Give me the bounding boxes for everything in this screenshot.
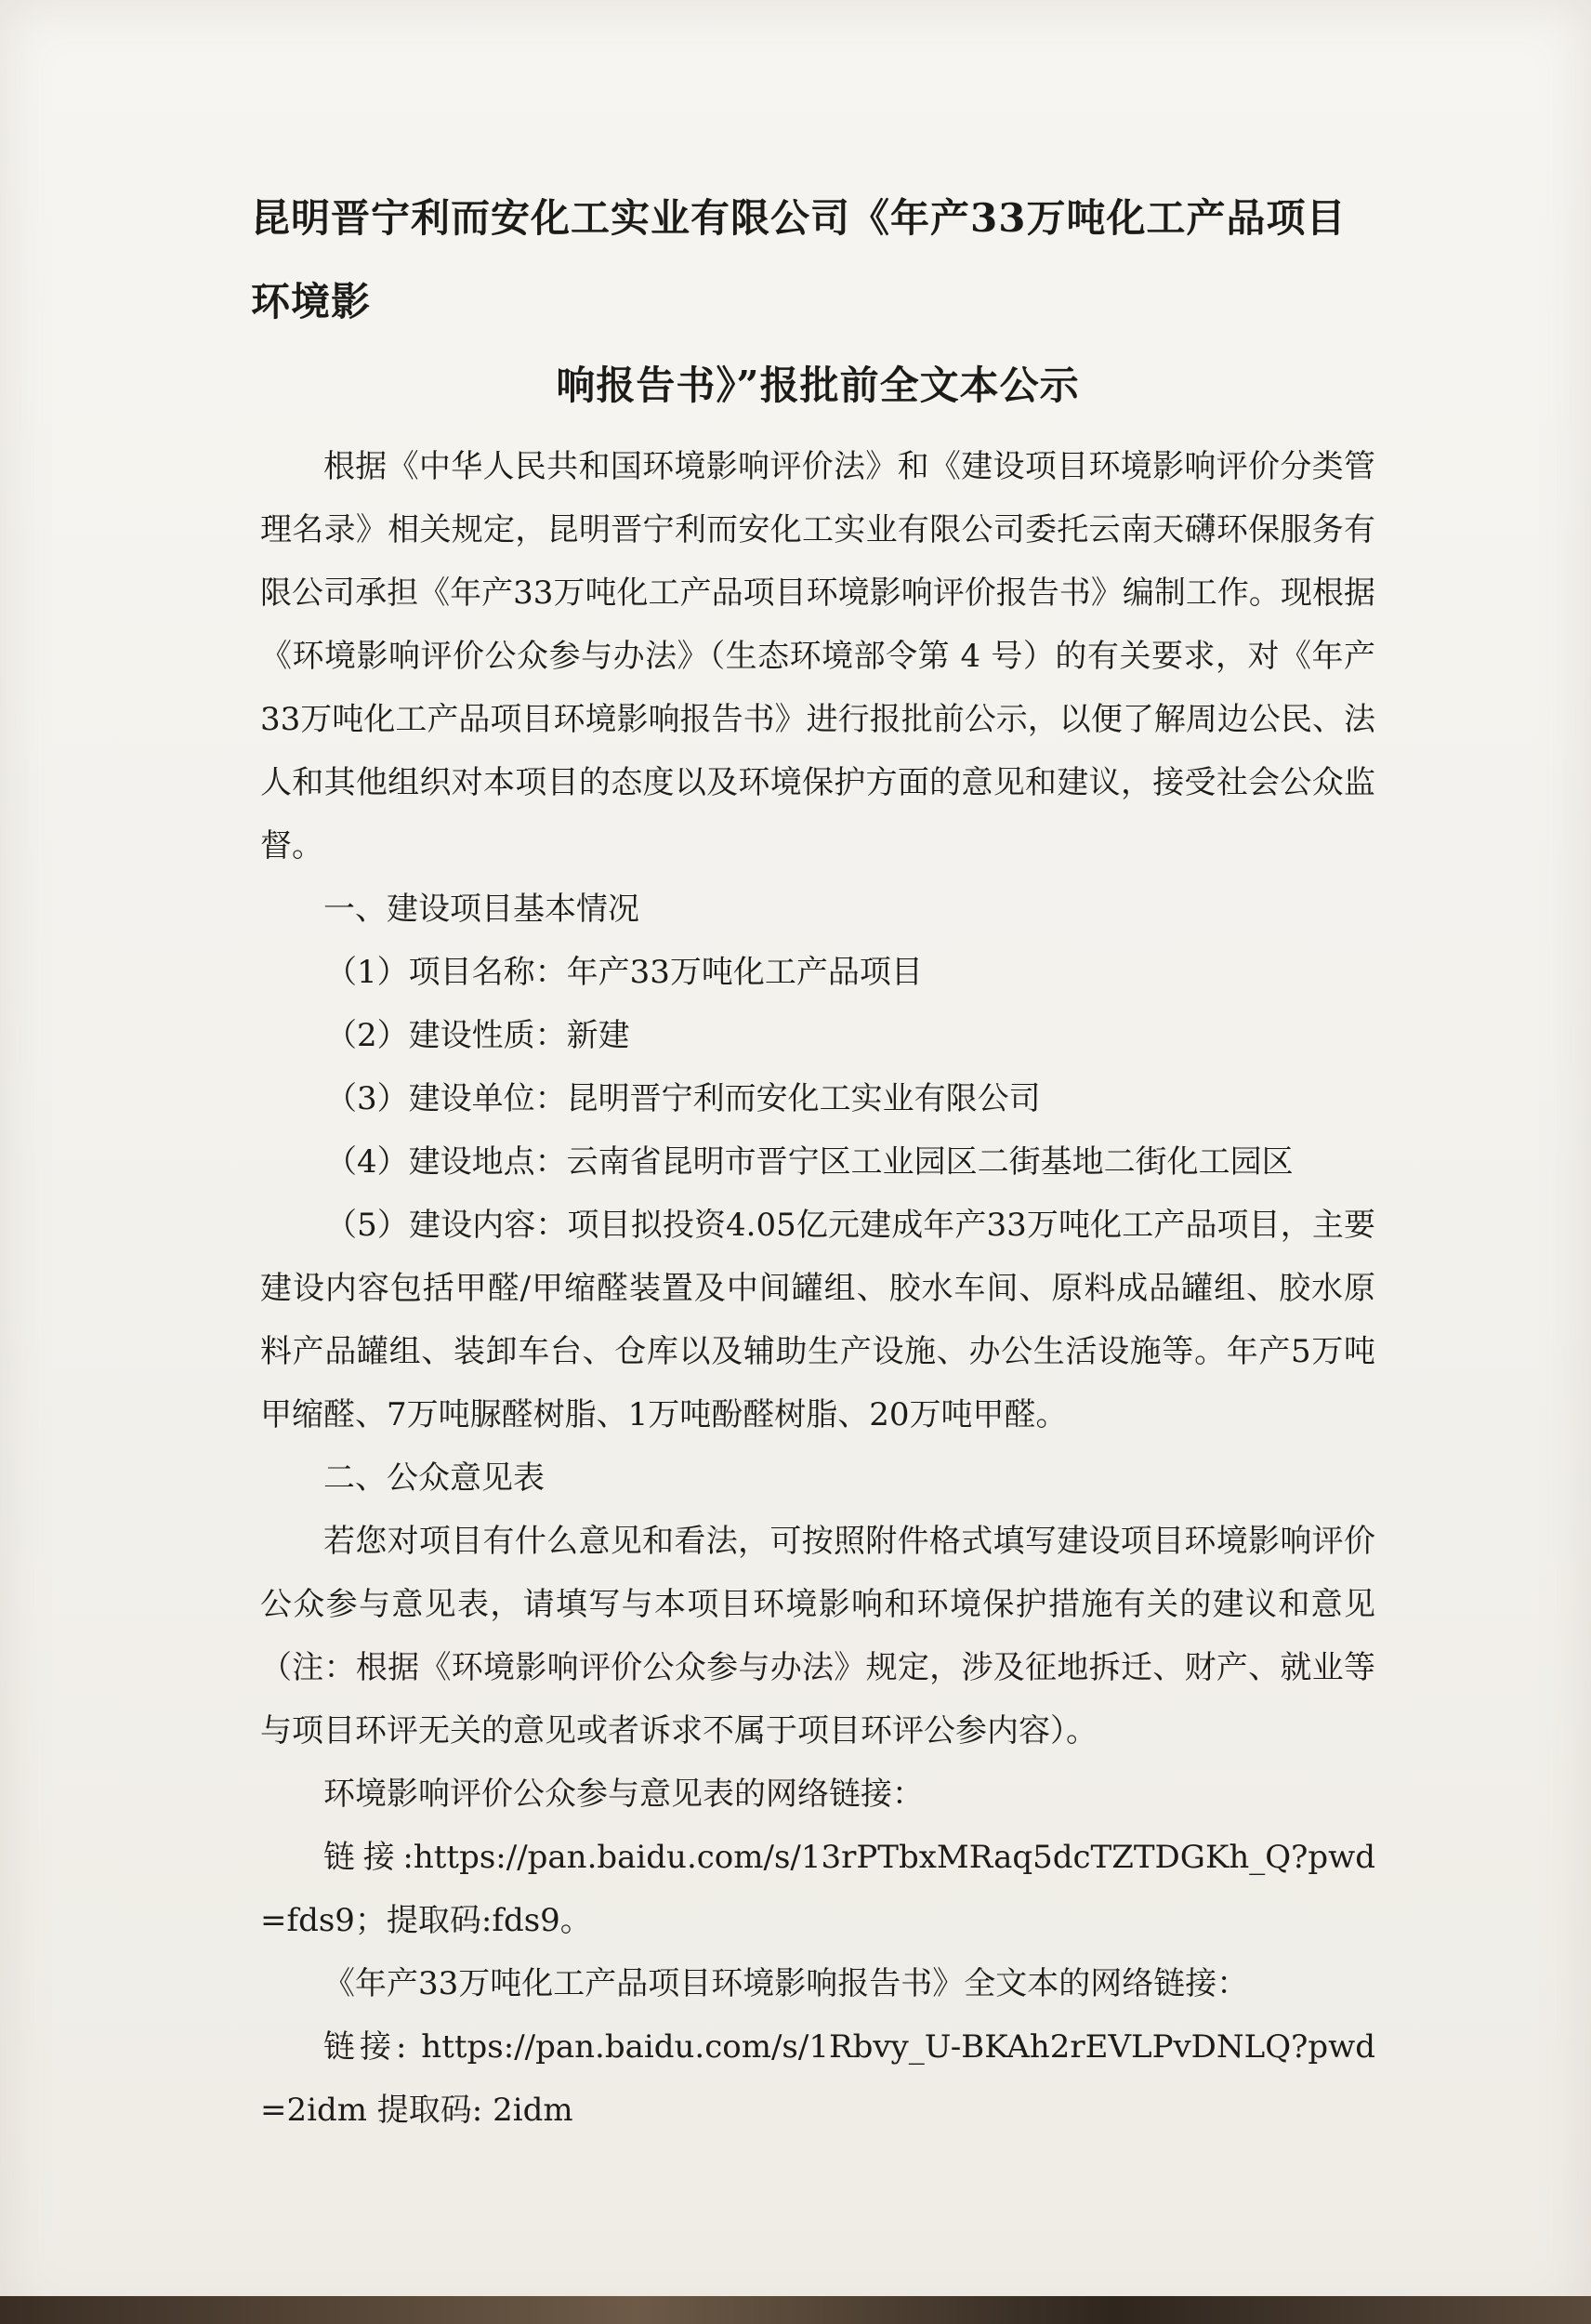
item-construction-location: （4）建设地点：云南省昆明市晋宁区工业园区二街基地二街化工园区 <box>325 1143 1294 1181</box>
report-link[interactable]: 链接: https://pan.baidu.com/s/1Rbvy_U-BKAh2rEVLPvDNLQ?pwd=2idm 提取码: 2idm <box>260 2028 1375 2129</box>
item-construction-nature: （2）建设性质：新建 <box>325 1017 630 1054</box>
form-link[interactable]: 链接:https://pan.baidu.com/s/13rPTbxMRaq5dcTZTDGKh_Q?pwd=fds9；提取码:fds9。 <box>260 1839 1375 1939</box>
title-line-2: 响报告书》”报批前全文本公示 <box>556 363 1080 408</box>
item-construction-unit: （3）建设单位：昆明晋宁利而安化工实业有限公司 <box>325 1080 1041 1117</box>
intro-paragraph: 根据《中华人民共和国环境影响评价法》和《建设项目环境影响评价分类管理名录》相关规定，昆明晋宁利而安化工实业有限公司委托云南天礴环保服务有限公司承担《年产33万吨化工产品项目环境影响评价报告书》编制工作。现根据《环境影响评价公众参与办法》（生态环境部令第 4 号）的有关要求，对《年产33万吨化工产品项目环境影响报告书》进行报批前公示，以便了解周边公民、法人和其他组织对本项目的态度以及环境保护方面的意见和建议，接受社会公众监督。 <box>260 448 1375 865</box>
report-link-intro: 《年产33万吨化工产品项目环境影响报告书》全文本的网络链接： <box>323 1965 1249 2002</box>
document-body <box>251 177 1375 2142</box>
title-line-1: 昆明晋宁利而安化工实业有限公司《年产33万吨化工产品项目环境影 <box>251 195 1347 324</box>
section2-heading: 二、公众意见表 <box>323 1459 545 1497</box>
item-project-name: （1）项目名称：年产33万吨化工产品项目 <box>325 954 923 991</box>
section2-body: 若您对项目有什么意见和看法，可按照附件格式填写建设项目环境影响评价公众参与意见表，请填写与本项目环境影响和环境保护措施有关的建议和意见（注：根据《环境影响评价公众参与办法》规定，涉及征地拆迁、财产、就业等与项目环评无关的意见或者诉求不属于项目环评公参内容）。 <box>260 1523 1375 1750</box>
document-title <box>251 177 1375 428</box>
table-surface-edge <box>0 2296 1591 2324</box>
section1-heading: 一、建设项目基本情况 <box>323 891 639 928</box>
form-link-intro: 环境影响评价公众参与意见表的网络链接： <box>323 1776 924 1813</box>
item-construction-content: （5）建设内容：项目拟投资4.05亿元建成年产33万吨化工产品项目，主要建设内容包括甲醛/甲缩醛装置及中间罐组、胶水车间、原料成品罐组、胶水原料产品罐组、装卸车台、仓库以及辅助生产设施、办公生活设施等。年产5万吨甲缩醛、7万吨脲醛树脂、1万吨酚醛树脂、20万吨甲醛。 <box>260 1207 1375 1433</box>
